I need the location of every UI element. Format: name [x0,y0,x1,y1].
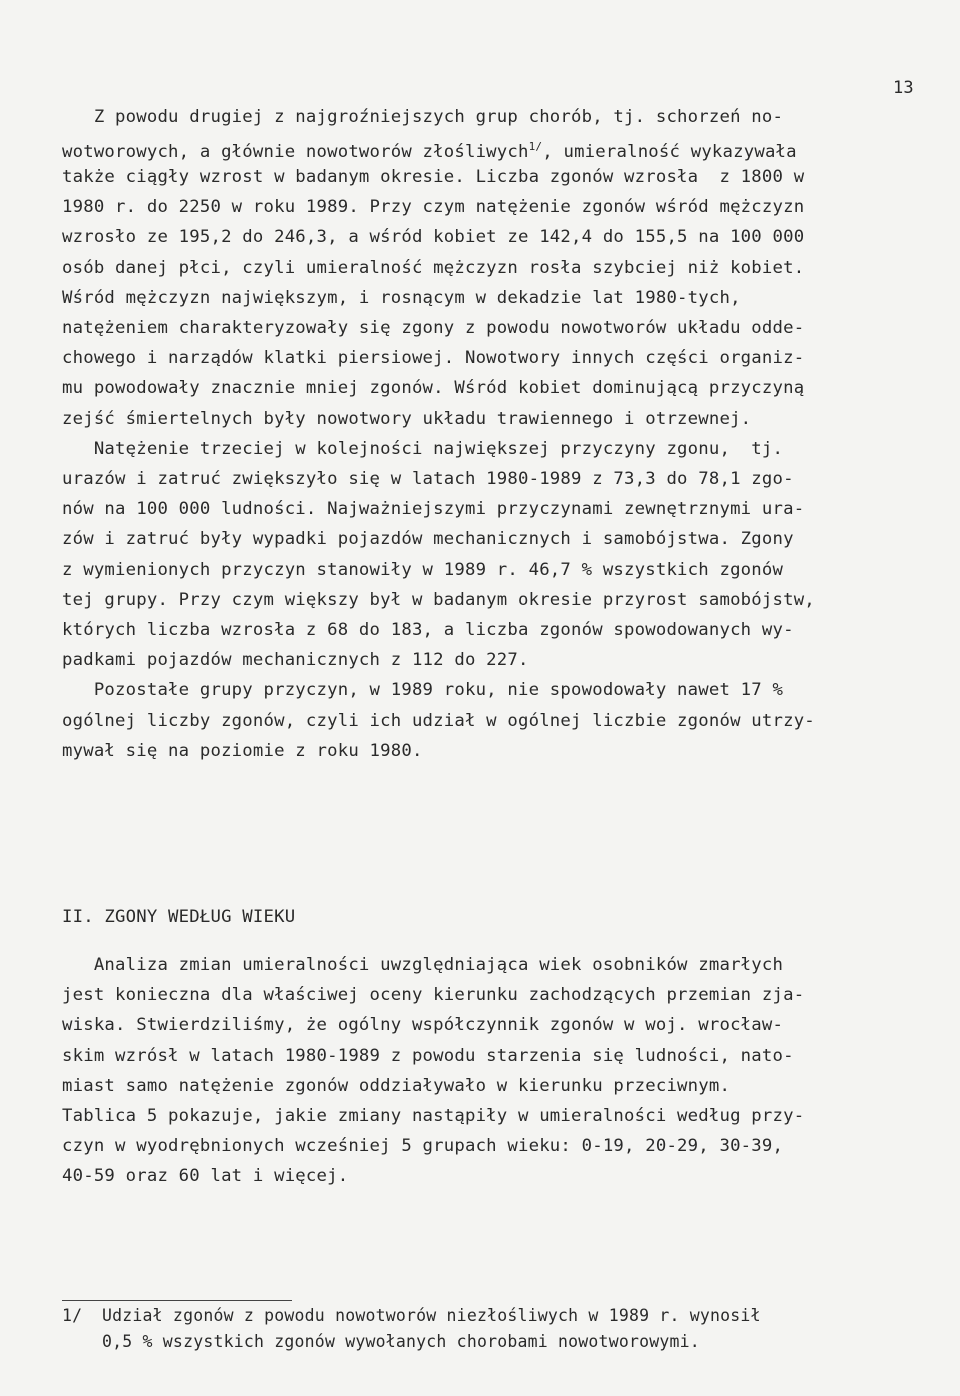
paragraph-line: Natężenie trzeciej w kolejności największej przyczyny zgonu, tj. [62,438,784,459]
line-text: wotworowych, a głównie nowotworów złośliwych [62,142,529,162]
section-paragraph-line: czyn w wyodrębnionych wcześniej 5 grupach wieku: 0-19, 20-29, 30-39, [62,1136,784,1157]
section-paragraph-line: Tablica 5 pokazuje, jakie zmiany nastąpiły w umieralności według przy- [62,1106,805,1126]
footnote-separator [62,1300,292,1301]
section-paragraph-line: skim wzrósł w latach 1980-1989 z powodu starzenia się ludności, nato- [62,1045,794,1066]
paragraph-line: mywał się na poziomie z roku 1980. [62,740,423,761]
line-text: , umieralność wykazywała [542,142,797,162]
section-paragraph-line: jest konieczna dla właściwej oceny kierunku zachodzących przemian zja- [62,985,805,1006]
footnote-marker: 1/ [62,1306,83,1325]
paragraph-line: urazów i zatruć zwiększyło się w latach 1980-1989 z 73,3 do 78,1 zgo- [62,469,794,489]
paragraph-line: Pozostałe grupy przyczyn, w 1989 roku, nie spowodowały nawet 17 % [62,680,784,701]
paragraph-line: ogólnej liczby zgonów, czyli ich udział w ogólnej liczbie zgonów utrzy- [62,710,815,731]
paragraph-line: zów i zatruć były wypadki pojazdów mechanicznych i samobójstwa. Zgony [62,529,794,550]
section-paragraph-line: wiska. Stwierdziliśmy, że ogólny współczynnik zgonów w woj. wrocław- [62,1015,784,1036]
section-paragraph-line: Analiza zmian umieralności uwzględniająca wiek osobników zmarłych [62,955,784,975]
paragraph-line: osób danej płci, czyli umieralność mężczyzn rosła szybciej niż kobiet. [62,257,805,278]
section-heading: II. ZGONY WEDŁUG WIEKU [62,907,296,927]
paragraph-line-with-footnote [62,132,797,162]
page-number: 13 [893,78,914,98]
paragraph-line: Z powodu drugiej z najgroźniejszych grup chorób, tj. schorzeń no- [62,107,784,127]
paragraph-line: mu powodowały znacznie mniej zgonów. Wśród kobiet dominującą przyczyną [62,378,805,399]
footnote-line: 0,5 % wszystkich zgonów wywołanych chorobami nowotworowymi. [102,1332,700,1351]
paragraph-line: tej grupy. Przy czym większy był w badanym okresie przyrost samobójstw, [62,589,815,610]
paragraph-line: zejść śmiertelnych były nowotwory układu trawiennego i otrzewnej. [62,408,752,429]
footnote-line: Udział zgonów z powodu nowotworów niezłośliwych w 1989 r. wynosił [102,1306,761,1325]
paragraph-line: padkami pojazdów mechanicznych z 112 do 227. [62,650,529,671]
paragraph-line: natężeniem charakteryzowały się zgony z powodu nowotworów układu odde- [62,318,805,338]
paragraph-line: wzrosło ze 195,2 do 246,3, a wśród kobiet ze 142,4 do 155,5 na 100 000 [62,227,805,248]
section-paragraph-line: 40-59 oraz 60 lat i więcej. [62,1166,349,1187]
paragraph-line: także ciągły wzrost w badanym okresie. Liczba zgonów wzrosła z 1800 w [62,167,805,187]
footnote-reference[interactable]: 1/ [528,140,543,153]
paragraph-line: nów na 100 000 ludności. Najważniejszymi przyczynami zewnętrznymi ura- [62,499,805,520]
paragraph-line: chowego i narządów klatki piersiowej. Nowotwory innych części organiz- [62,348,805,369]
section-paragraph-line: miast samo natężenie zgonów oddziaływało w kierunku przeciwnym. [62,1075,731,1096]
paragraph-line: 1980 r. do 2250 w roku 1989. Przy czym natężenie zgonów wśród mężczyzn [62,197,805,218]
paragraph-line: z wymienionych przyczyn stanowiły w 1989 r. 46,7 % wszystkich zgonów [62,559,784,580]
paragraph-line: których liczba wzrosła z 68 do 183, a liczba zgonów spowodowanych wy- [62,620,794,640]
paragraph-line: Wśród mężczyzn największym, i rosnącym w dekadzie lat 1980-tych, [62,287,741,308]
